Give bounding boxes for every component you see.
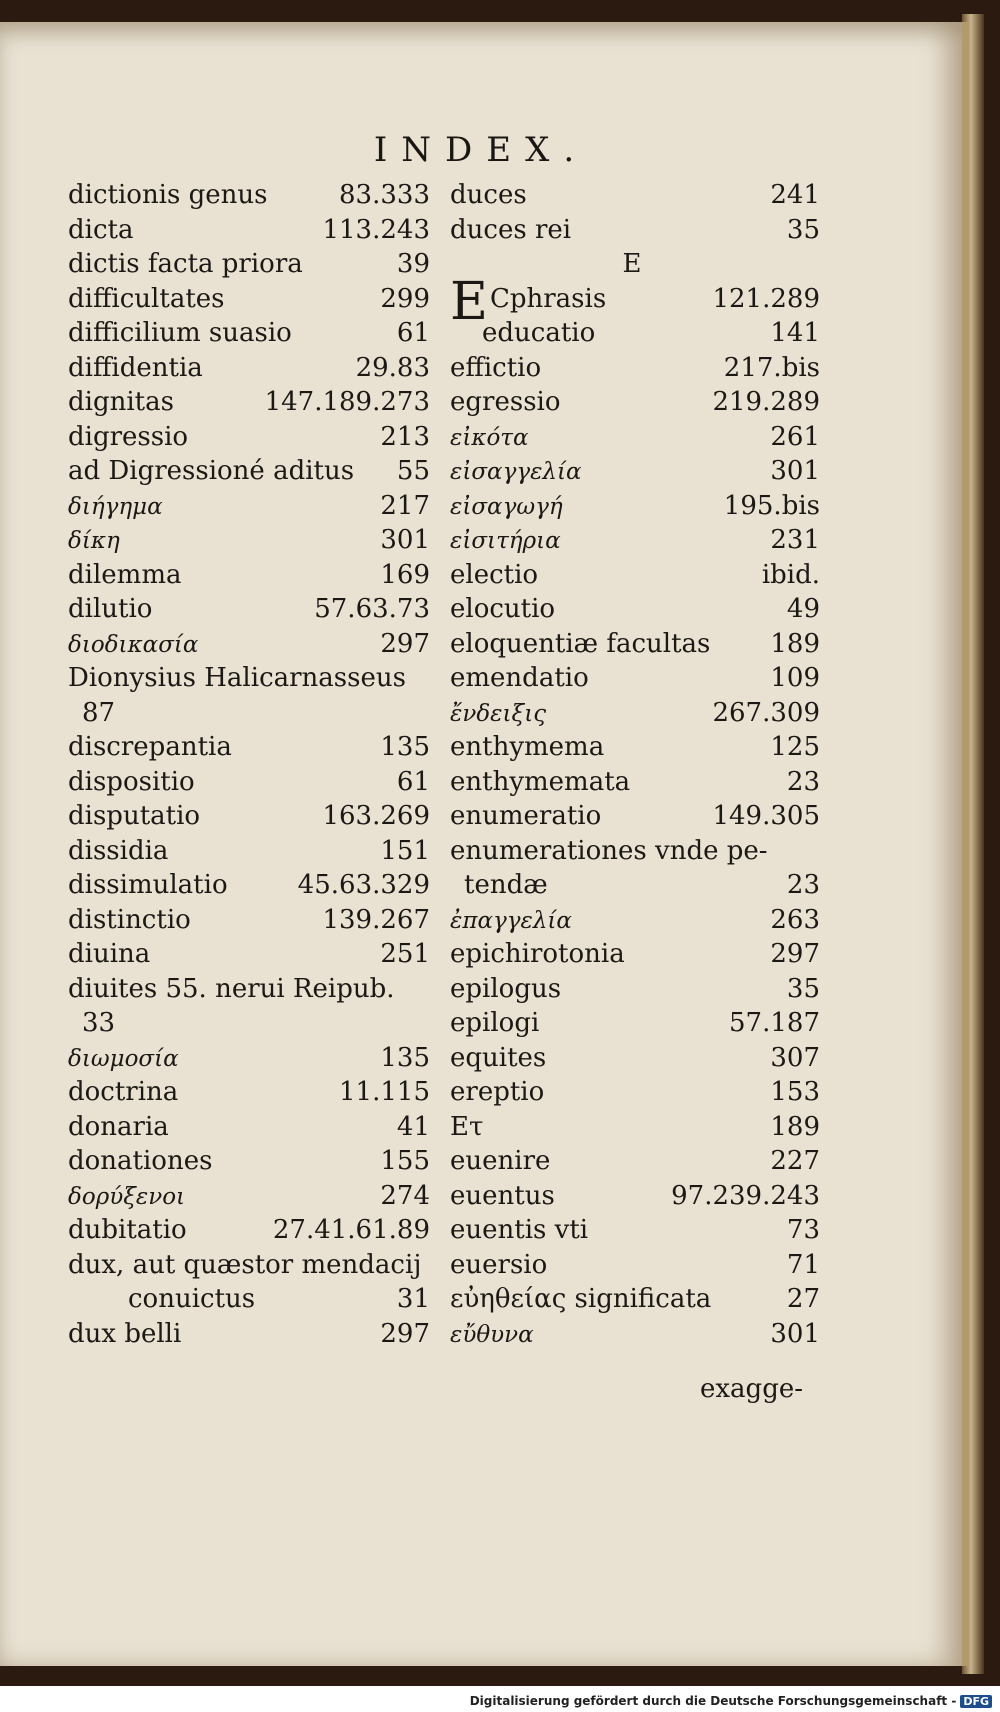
entry-term: euentus — [450, 1180, 555, 1211]
index-entry — [450, 456, 820, 491]
entry-term: dux belli — [68, 1318, 182, 1349]
entry-pages: 31 — [396, 1284, 430, 1314]
entry-term: egressio — [450, 387, 561, 417]
credit-text: Digitalisierung gefördert durch die Deutsche Forschungsgemeinschaft - — [469, 1694, 957, 1708]
index-entry — [68, 456, 430, 491]
index-entry — [450, 1043, 820, 1078]
entry-term: donaria — [68, 1111, 169, 1142]
entry-term: difficilium suasio — [68, 318, 292, 348]
index-entry — [68, 939, 430, 974]
index-entry — [68, 629, 430, 664]
entry-pages: 189 — [770, 1111, 820, 1142]
index-entry — [68, 1319, 430, 1354]
index-entry — [68, 180, 430, 215]
entry-pages: 153 — [770, 1077, 820, 1107]
entry-pages: 301 — [770, 456, 820, 486]
entry-pages: 23 — [786, 766, 820, 797]
entry-term: εὐηθείας significata — [450, 1284, 712, 1314]
entry-term: diffidentia — [68, 352, 203, 383]
entry-term: dissimulatio — [68, 870, 228, 900]
entry-term: dictionis genus — [68, 180, 268, 210]
entry-term: elocutio — [450, 594, 556, 624]
entry-pages: 113.243 — [322, 214, 430, 245]
entry-pages: 267.309 — [712, 697, 820, 728]
entry-term: dux, aut quæstor mendacij — [68, 1249, 422, 1280]
entry-pages: 27.41.61.89 — [272, 1215, 430, 1245]
entry-pages: 39 — [396, 249, 430, 279]
index-entry — [450, 698, 820, 733]
index-entry — [68, 1146, 430, 1181]
entry-pages: 29.83 — [355, 352, 430, 383]
entry-term: diuites 55. nerui Reipub. — [68, 973, 395, 1004]
drop-cap: E — [450, 271, 488, 332]
index-entry — [450, 1250, 820, 1285]
index-entry — [68, 318, 430, 353]
entry-term: educatio — [482, 318, 596, 348]
index-entry — [68, 1215, 430, 1250]
entry-term: enthymema — [450, 732, 605, 762]
footer-bar — [0, 1686, 1000, 1712]
book-page — [0, 22, 968, 1666]
index-entry — [450, 1112, 820, 1147]
entry-term: donationes — [68, 1146, 213, 1176]
entry-term: euentis vti — [450, 1215, 589, 1245]
entry-term: eloquentiæ facultas — [450, 628, 711, 659]
section-letter-e: E — [622, 249, 642, 279]
entry-term: distinctio — [68, 904, 191, 935]
entry-pages: 301 — [770, 1318, 820, 1349]
page-title: INDEX. — [373, 130, 589, 170]
entry-pages: 57.187 — [729, 1008, 820, 1038]
entry-term: disputatio — [68, 801, 201, 831]
entry-term: enthymemata — [450, 766, 631, 797]
entry-pages: 45.63.329 — [297, 870, 430, 900]
entry-pages: 147.189.273 — [264, 387, 430, 417]
entry-term: equites — [450, 1042, 547, 1073]
entry-pages: 274 — [380, 1180, 430, 1211]
index-right-column — [450, 180, 820, 1353]
index-entry — [68, 249, 430, 284]
entry-term: electio — [450, 559, 539, 590]
entry-pages: 149.305 — [712, 801, 820, 831]
entry-term: εἰσαγωγή — [450, 493, 563, 520]
index-entry — [68, 974, 430, 1009]
index-entry — [450, 491, 820, 526]
entry-pages: 163.269 — [322, 801, 430, 831]
entry-pages: 57.63.73 — [314, 594, 430, 624]
entry-pages: 61 — [396, 766, 430, 797]
entry-pages: 27 — [786, 1284, 820, 1314]
index-entry — [68, 663, 430, 698]
entry-pages: 41 — [396, 1111, 430, 1142]
entry-term-text: Cphrasis — [489, 283, 607, 314]
entry-pages: 141 — [770, 318, 820, 348]
entry-pages: 297 — [770, 939, 820, 969]
entry-pages: 217 — [380, 490, 430, 521]
entry-pages: 227 — [770, 1146, 820, 1176]
entry-term: ἐπαγγελία — [450, 907, 572, 934]
entry-term: δορύξενοι — [68, 1183, 186, 1210]
entry-term: emendatio — [450, 663, 589, 693]
entry-term: διοδικασία — [68, 631, 199, 658]
index-entry — [68, 905, 430, 940]
entry-term: ereptio — [450, 1077, 545, 1107]
entry-term: doctrina — [68, 1077, 179, 1107]
index-entry — [68, 215, 430, 250]
index-entry — [450, 767, 820, 802]
index-entry-continuation — [68, 1284, 430, 1319]
entry-term: tendæ — [464, 870, 548, 900]
section-letter — [450, 249, 820, 284]
entry-pages: 121.289 — [712, 283, 820, 314]
entry-term: dispositio — [68, 766, 195, 797]
index-entry — [68, 1181, 430, 1216]
entry-pages: 195.bis — [723, 490, 820, 521]
index-entry — [450, 1181, 820, 1216]
entry-pages: 71 — [786, 1249, 820, 1280]
entry-term: 33 — [82, 1008, 116, 1038]
index-entry — [450, 1284, 820, 1319]
entry-term: effictio — [450, 352, 542, 383]
entry-pages: 49 — [786, 594, 820, 624]
index-entry — [450, 1146, 820, 1181]
entry-term — [450, 271, 607, 332]
entry-pages: 297 — [380, 628, 430, 659]
index-entry — [68, 560, 430, 595]
entry-term: dilutio — [68, 594, 153, 624]
index-entry — [450, 594, 820, 629]
index-entry — [68, 387, 430, 422]
entry-term: 87 — [82, 697, 116, 728]
entry-term: duces — [450, 180, 527, 210]
entry-pages: 213 — [380, 421, 430, 452]
index-entry — [68, 767, 430, 802]
entry-term: difficultates — [68, 283, 225, 314]
entry-pages: 155 — [380, 1146, 430, 1176]
entry-term: dubitatio — [68, 1215, 187, 1245]
index-entry — [450, 629, 820, 664]
index-entry-continuation — [450, 870, 820, 905]
index-entry — [450, 663, 820, 698]
index-entry — [450, 1319, 820, 1354]
entry-pages: 135 — [380, 1042, 430, 1073]
entry-term: digressio — [68, 421, 189, 452]
entry-pages: 61 — [396, 318, 430, 348]
entry-pages: 125 — [770, 732, 820, 762]
index-entry — [450, 905, 820, 940]
catchword: exagge- — [700, 1374, 804, 1404]
entry-pages: 251 — [380, 939, 430, 969]
entry-term: dilemma — [68, 559, 182, 590]
entry-pages: 241 — [770, 180, 820, 210]
entry-pages: ibid. — [761, 559, 820, 590]
entry-pages: 55 — [396, 456, 430, 486]
entry-pages: 97.239.243 — [671, 1180, 820, 1211]
index-entry — [450, 560, 820, 595]
entry-term: dictis facta priora — [68, 249, 303, 279]
entry-term: epilogus — [450, 973, 562, 1004]
entry-pages: 231 — [770, 525, 820, 555]
digitization-credit — [470, 1694, 992, 1708]
entry-pages: 23 — [786, 870, 820, 900]
entry-pages: 263 — [770, 904, 820, 935]
entry-pages: 219.289 — [712, 387, 820, 417]
index-entry — [68, 1250, 430, 1285]
entry-pages: 83.333 — [339, 180, 430, 210]
index-entry — [68, 594, 430, 629]
index-entry — [68, 525, 430, 560]
entry-pages: 35 — [786, 214, 820, 245]
entry-term: διωμοσία — [68, 1045, 179, 1072]
dfg-logo-icon: DFG — [960, 1695, 992, 1708]
index-entry — [450, 318, 820, 353]
index-entry-continuation — [68, 698, 430, 733]
index-entry — [450, 353, 820, 388]
entry-term: discrepantia — [68, 732, 232, 762]
index-entry — [450, 974, 820, 1009]
entry-term: Ετ — [450, 1111, 484, 1142]
entry-pages: 11.115 — [339, 1077, 430, 1107]
entry-pages: 299 — [380, 283, 430, 314]
entry-term: dicta — [68, 214, 134, 245]
index-entry-continuation — [68, 1008, 430, 1043]
entry-term: enumerationes vnde pe- — [450, 835, 768, 866]
entry-pages: 73 — [786, 1215, 820, 1245]
entry-term: dignitas — [68, 387, 174, 417]
entry-term: εἰσαγγελία — [450, 459, 582, 485]
index-entry — [68, 1043, 430, 1078]
index-entry — [68, 1112, 430, 1147]
index-entry — [450, 215, 820, 250]
index-entry — [450, 1215, 820, 1250]
index-entry — [68, 732, 430, 767]
index-entry — [450, 732, 820, 767]
entry-term: enumeratio — [450, 801, 602, 831]
index-entry — [68, 836, 430, 871]
entry-term: Dionysius Halicarnasseus — [68, 663, 406, 693]
index-entry — [450, 1077, 820, 1112]
entry-pages: 189 — [770, 628, 820, 659]
index-left-column — [68, 180, 430, 1353]
index-entry — [450, 801, 820, 836]
entry-term: euersio — [450, 1249, 548, 1280]
index-entry — [450, 939, 820, 974]
entry-pages: 109 — [770, 663, 820, 693]
entry-pages: 217.bis — [723, 352, 820, 383]
index-entry — [450, 422, 820, 457]
entry-term: εἰσιτήρια — [450, 528, 561, 554]
index-entry — [68, 1077, 430, 1112]
index-entry — [68, 491, 430, 526]
index-entry — [68, 353, 430, 388]
entry-term: epilogi — [450, 1008, 540, 1038]
entry-term: εἰκότα — [450, 424, 529, 451]
index-entry — [450, 180, 820, 215]
entry-pages: 151 — [380, 835, 430, 866]
entry-pages: 307 — [770, 1042, 820, 1073]
entry-pages: 301 — [380, 525, 430, 555]
entry-term: διήγημα — [68, 493, 163, 520]
entry-pages: 135 — [380, 732, 430, 762]
index-entry — [450, 271, 820, 332]
index-entry — [450, 525, 820, 560]
index-entry — [68, 284, 430, 319]
entry-pages: 35 — [786, 973, 820, 1004]
index-entry — [68, 801, 430, 836]
entry-term: ad Digressioné aditus — [68, 456, 355, 486]
index-entry — [450, 387, 820, 422]
entry-pages: 261 — [770, 421, 820, 452]
index-entry — [68, 422, 430, 457]
entry-term: εὔθυνα — [450, 1321, 534, 1348]
entry-pages: 297 — [380, 1318, 430, 1349]
entry-term: dissidia — [68, 835, 169, 866]
index-entry — [68, 870, 430, 905]
entry-term: epichirotonia — [450, 939, 625, 969]
index-entry — [450, 1008, 820, 1043]
entry-term: diuina — [68, 939, 151, 969]
entry-term: euenire — [450, 1146, 551, 1176]
entry-term: δίκη — [68, 528, 120, 554]
entry-term: ἔνδειξις — [450, 700, 547, 727]
entry-pages: 139.267 — [322, 904, 430, 935]
index-entry — [450, 836, 820, 871]
entry-term: conuictus — [128, 1284, 256, 1314]
entry-pages: 169 — [380, 559, 430, 590]
entry-term: duces rei — [450, 214, 572, 245]
